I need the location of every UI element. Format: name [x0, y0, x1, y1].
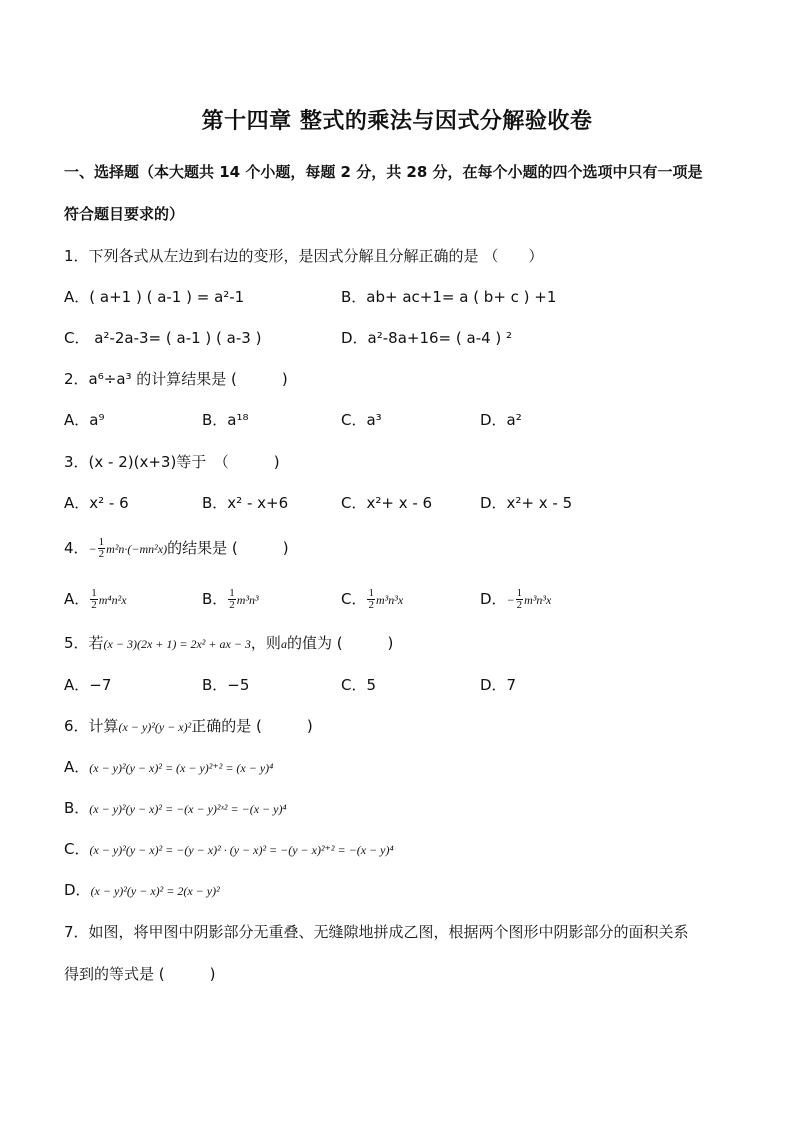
q6-stem: 6．计算(x − y)²(y − x)²正确的是 ( ) [64, 717, 313, 735]
section-heading-cont: 符合题目要求的） [64, 205, 185, 223]
q6-option-a: A．(x − y)²(y − x)² = (x − y)²⁺² = (x − y)⁴ [64, 758, 274, 776]
q5-option-c: C．5 [341, 676, 377, 694]
q4-stem-tail: 的结果是 ( ) [167, 539, 289, 557]
q5-option-b: B．−5 [202, 676, 250, 694]
page-title: 第十四章 整式的乘法与因式分解验收卷 [201, 109, 593, 134]
q6-option-c: C．(x − y)²(y − x)² = −(y − x)² · (y − x)² = −(y − x)²⁺² = −(x − y)⁴ [64, 840, 394, 858]
q5-option-a: A．−7 [64, 676, 112, 694]
q2-option-d: D．a² [480, 411, 522, 429]
q4-number: 4． [64, 539, 89, 557]
q2-stem: 2．a⁶÷a³ 的计算结果是 ( ) [64, 370, 288, 388]
q3-option-a: A．x² - 6 [64, 494, 129, 512]
q7-stem: 7．如图，将甲图中阴影部分无重叠、无缝隙地拼成乙图，根据两个图形中阴影部分的面积关系 [64, 923, 689, 941]
q1-option-c: C． a²-2a-3= ( a-1 ) ( a-3 ) [64, 329, 262, 347]
q4-stem: 4．− $\frac{1}{2}$ m²n·(−mn²x)的结果是 ( ) [64, 536, 289, 560]
q4-option-c: C． $\frac{1}{2}$ m³n³x [341, 587, 404, 611]
q4-fraction: $\frac{1}{2}$ [98, 536, 105, 560]
q2-option-b: B．a¹⁸ [202, 411, 249, 429]
q4-expression: m²n·(−mn²x) [106, 542, 168, 556]
q3-option-b: B．x² - x+6 [202, 494, 289, 512]
q6-expression: (x − y)²(y − x)² [118, 720, 192, 734]
q1-stem: 1．下列各式从左边到右边的变形，是因式分解且分解正确的是 （ ） [64, 247, 544, 265]
section-heading: 一、选择题（本大题共 14 个小题，每题 2 分，共 28 分，在每个小题的四个选项中只有一项是 [64, 163, 703, 181]
q3-option-d: D．x²+ x - 5 [480, 494, 573, 512]
q3-stem: 3．(x - 2)(x+3)等于 （ ) [64, 453, 280, 471]
q3-option-c: C．x²+ x - 6 [341, 494, 433, 512]
q5-stem: 5．若(x − 3)(2x + 1) = 2x² + ax − 3，则a的值为 ( ) [64, 634, 394, 652]
q7-stem-cont: 得到的等式是 ( ) [64, 965, 216, 983]
q5-option-d: D．7 [480, 676, 517, 694]
q6-option-b: B．(x − y)²(y − x)² = −(x − y)²ˣ² = −(x − y)⁴ [64, 799, 287, 817]
q2-option-c: C．a³ [341, 411, 382, 429]
q4-option-a: A． $\frac{1}{2}$ m⁴n²x [64, 587, 127, 611]
q5-expression: (x − 3)(2x + 1) = 2x² + ax − 3 [103, 637, 251, 651]
q4-option-d: D．− $\frac{1}{2}$ m³n³x [480, 587, 552, 611]
q6-option-d: D．(x − y)²(y − x)² = 2(x − y)² [64, 881, 220, 899]
q1-option-d: D．a²-8a+16= ( a-4 ) ² [341, 329, 513, 347]
q1-option-a: A．( a+1 ) ( a-1 ) = a²-1 [64, 288, 245, 306]
q1-option-b: B．ab+ ac+1= a ( b+ c ) +1 [341, 288, 557, 306]
q2-option-a: A．a⁹ [64, 411, 105, 429]
q4-option-b: B． $\frac{1}{2}$ m³n³ [202, 587, 259, 611]
